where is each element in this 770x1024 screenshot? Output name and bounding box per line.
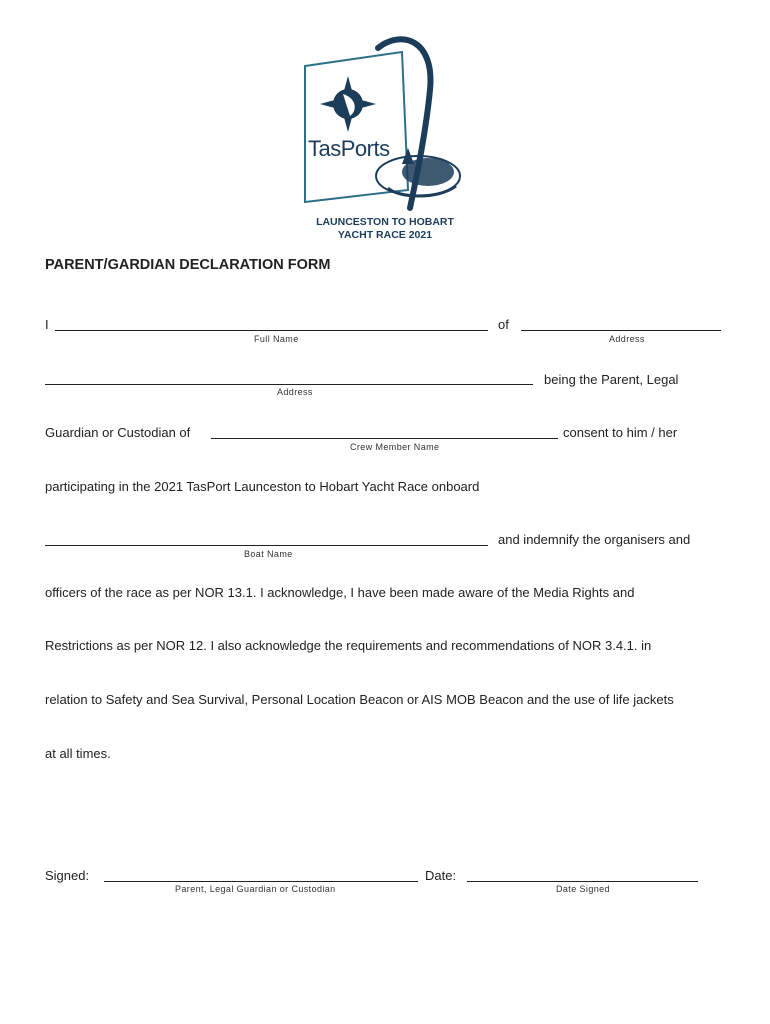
crew-member-name-field[interactable] bbox=[211, 438, 558, 439]
caption-full-name: Full Name bbox=[254, 334, 299, 344]
row3-suffix: consent to him / her bbox=[563, 425, 678, 440]
row2-suffix: being the Parent, Legal bbox=[544, 372, 679, 387]
row5-suffix: and indemnify the organisers and bbox=[498, 532, 691, 547]
row4-text: participating in the 2021 TasPort Launceston to Hobart Yacht Race onboard bbox=[45, 479, 480, 494]
row1-of: of bbox=[498, 317, 509, 332]
event-title-line1: LAUNCESTON TO HOBART bbox=[316, 216, 454, 228]
para-line-3: relation to Safety and Sea Survival, Personal Location Beacon or AIS MOB Beacon and the use of life jackets bbox=[45, 692, 674, 707]
caption-crew-member: Crew Member Name bbox=[350, 442, 440, 452]
signature-field[interactable] bbox=[104, 881, 418, 882]
para-line-1: officers of the race as per NOR 13.1. I acknowledge, I have been made aware of the Media Rights and bbox=[45, 585, 635, 600]
address-field-2[interactable] bbox=[45, 384, 533, 385]
form-title: PARENT/GARDIAN DECLARATION FORM bbox=[45, 257, 331, 273]
date-field[interactable] bbox=[467, 881, 698, 882]
address-field-1[interactable] bbox=[521, 330, 721, 331]
caption-boat-name: Boat Name bbox=[244, 549, 293, 559]
event-title-line2: YACHT RACE 2021 bbox=[337, 229, 433, 241]
caption-address-2: Address bbox=[277, 387, 313, 397]
para-line-4: at all times. bbox=[45, 746, 111, 761]
caption-address-1: Address bbox=[609, 334, 645, 344]
logo-graphic bbox=[290, 30, 480, 220]
full-name-field[interactable] bbox=[55, 330, 488, 331]
caption-signer: Parent, Legal Guardian or Custodian bbox=[175, 884, 336, 894]
date-label: Date: bbox=[425, 868, 457, 883]
boat-name-field[interactable] bbox=[45, 545, 488, 546]
event-title bbox=[265, 216, 505, 242]
row1-prefix: I bbox=[45, 317, 49, 332]
caption-date-signed: Date Signed bbox=[556, 884, 610, 894]
compass-rose-icon bbox=[320, 76, 376, 132]
brand-name: TasPorts bbox=[308, 136, 390, 161]
signed-label: Signed: bbox=[45, 868, 90, 883]
row3-prefix: Guardian or Custodian of bbox=[45, 425, 191, 440]
para-line-2: Restrictions as per NOR 12. I also acknowledge the requirements and recommendations of NOR 3.4.1. in bbox=[45, 638, 652, 653]
logo bbox=[290, 30, 480, 220]
